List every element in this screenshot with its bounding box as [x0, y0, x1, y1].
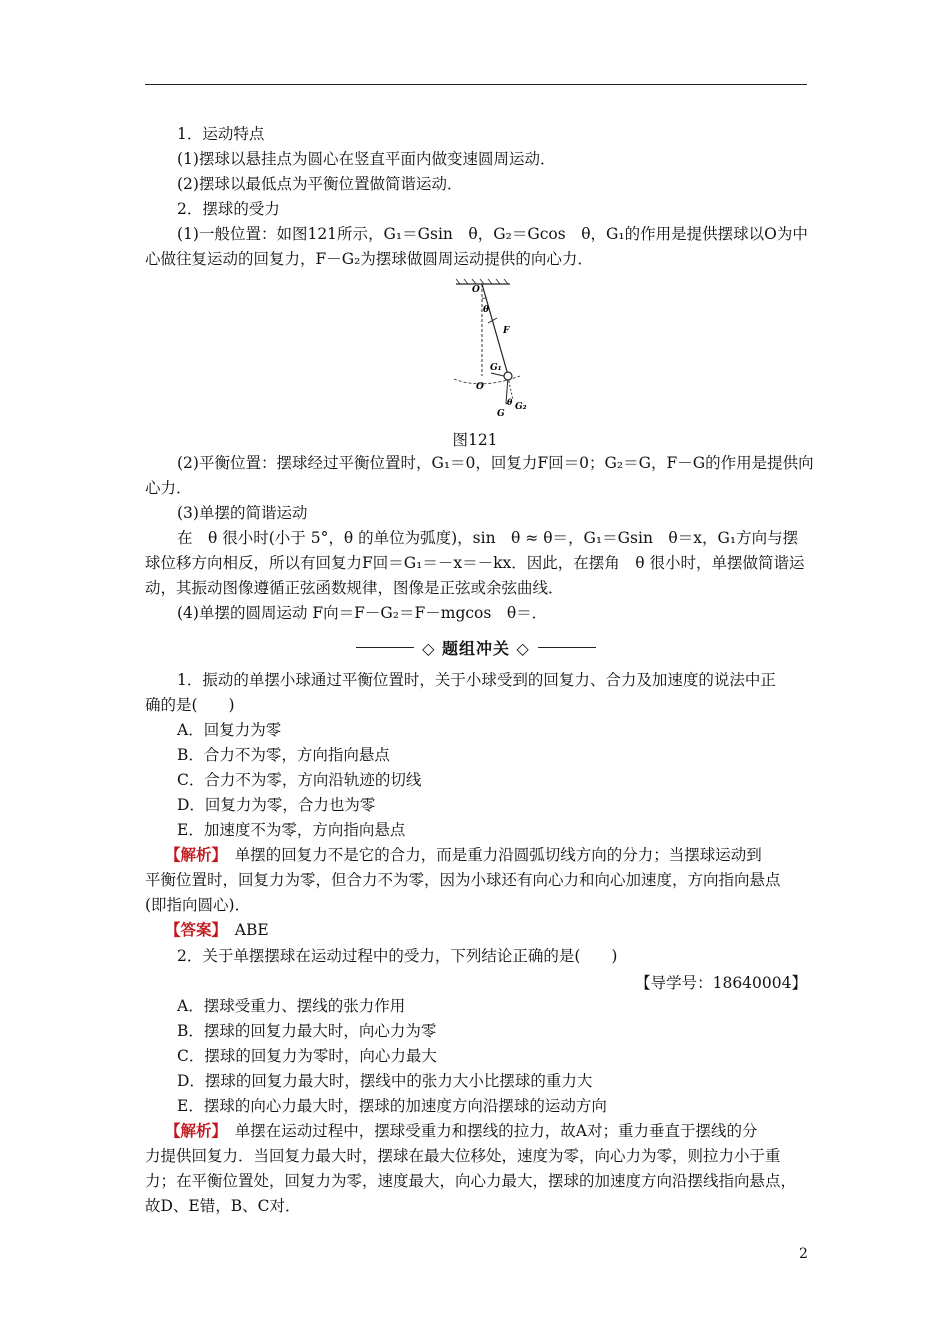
option: D．回复力为零，合力也为零 — [177, 796, 376, 814]
paragraph: 动，其振动图像遵循正弦函数规律，图像是正弦或余弦曲线． — [145, 579, 564, 597]
option: B．合力不为零，方向指向悬点 — [177, 746, 390, 764]
label-G: G — [497, 409, 505, 419]
paragraph: (2)摆球以最低点为平衡位置做简谐运动． — [177, 175, 463, 193]
banner-title: ◇ 题组冲关 ◇ — [422, 638, 530, 658]
paragraph: (1)摆球以悬挂点为圆心在竖直平面内做变速圆周运动． — [177, 150, 556, 168]
analysis-text: 故D、E错，B、C对． — [145, 1197, 301, 1215]
section-heading-motion: 1．运动特点 — [177, 125, 265, 143]
figure-caption: 图121 — [452, 431, 498, 449]
analysis-text: 单摆在运动过程中，摆球受重力和摆线的拉力，故A对；重力垂直于摆线的分 — [219, 1122, 758, 1140]
header-rule — [145, 84, 807, 85]
option: D．摆球的回复力最大时，摆线中的张力大小比摆球的重力大 — [177, 1072, 593, 1090]
question-stem: 确的是( ) — [145, 696, 235, 714]
label-G1: G₁ — [490, 363, 502, 373]
question-stem: 1．振动的单摆小球通过平衡位置时，关于小球受到的回复力、合力及加速度的说法中正 — [177, 671, 776, 689]
analysis-text: 力；在平衡位置处，回复力为零，速度最大，向心力最大，摆球的加速度方向沿摆线指向悬点， — [145, 1172, 797, 1190]
answer-tag: 【答案】 — [165, 920, 220, 939]
option: B．摆球的回复力最大时，向心力为零 — [177, 1022, 437, 1040]
paragraph: 球位移方向相反，所以有回复力F回＝G₁＝－x＝－kx．因此，在摆角 θ 很小时，单摆做简谐运 — [145, 554, 805, 572]
banner-rule-left — [356, 647, 414, 648]
label-O-pivot: O — [472, 285, 480, 295]
paragraph: 在 θ 很小时(小于 5°，θ 的单位为弧度)，sin θ ≈ θ＝，G₁＝Gsin θ＝x，G₁方向与摆 — [177, 529, 799, 547]
option: C．合力不为零，方向沿轨迹的切线 — [177, 771, 422, 789]
analysis-tag: 【解析】 — [165, 845, 220, 864]
paragraph: (4)单摆的圆周运动 F向＝F－G₂＝F－mgcos θ＝． — [177, 604, 548, 622]
analysis-tag: 【解析】 — [165, 1121, 220, 1140]
section-heading-forces: 2．摆球的受力 — [177, 200, 280, 218]
analysis-text: 单摆的回复力不是它的合力，而是重力沿圆弧切线方向的分力；当摆球运动到 — [219, 846, 762, 864]
option: E．加速度不为零，方向指向悬点 — [177, 821, 406, 839]
answer-text: ABE — [219, 921, 269, 939]
pendulum-figure — [448, 276, 548, 424]
option: C．摆球的回复力为零时，向心力最大 — [177, 1047, 437, 1065]
study-reference: 【导学号：18640004】 — [635, 974, 807, 992]
paragraph: 心力． — [145, 479, 192, 497]
label-G2: G₂ — [515, 402, 527, 412]
option: A．摆球受重力、摆线的张力作用 — [177, 997, 406, 1015]
analysis-text: (即指向圆心)． — [145, 896, 251, 914]
analysis-text: 力提供回复力．当回复力最大时，摆球在最大位移处，速度为零，向心力为零，则拉力小于重 — [145, 1147, 781, 1165]
banner-rule-right — [538, 647, 596, 648]
label-O-equilibrium: O — [476, 382, 484, 392]
question-stem: 2．关于单摆摆球在运动过程中的受力，下列结论正确的是( ) — [177, 947, 618, 965]
analysis-line — [165, 845, 762, 865]
analysis-line — [165, 1121, 757, 1141]
paragraph: (2)平衡位置：摆球经过平衡位置时，G₁＝0，回复力F回＝0；G₂＝G，F－G的作用是提供向 — [177, 454, 814, 472]
exercise-banner — [145, 636, 807, 658]
paragraph: (1)一般位置：如图121所示，G₁＝Gsin θ，G₂＝Gcos θ，G₁的作用是提供摆球以O为中 — [177, 225, 808, 243]
analysis-text: 平衡位置时，回复力为零，但合力不为零，因为小球还有向心力和向心加速度，方向指向悬点 — [145, 871, 781, 889]
page-number: 2 — [799, 1246, 808, 1262]
label-theta: θ — [483, 305, 490, 315]
option: E．摆球的向心力最大时，摆球的加速度方向沿摆球的运动方向 — [177, 1097, 607, 1115]
answer-line — [165, 920, 269, 940]
label-theta-2: θ — [507, 397, 513, 407]
option: A．回复力为零 — [177, 721, 282, 739]
label-F: F — [503, 326, 510, 336]
paragraph: (3)单摆的简谐运动 — [177, 504, 308, 522]
paragraph: 心做往复运动的回复力，F－G₂为摆球做圆周运动提供的向心力． — [145, 250, 593, 268]
